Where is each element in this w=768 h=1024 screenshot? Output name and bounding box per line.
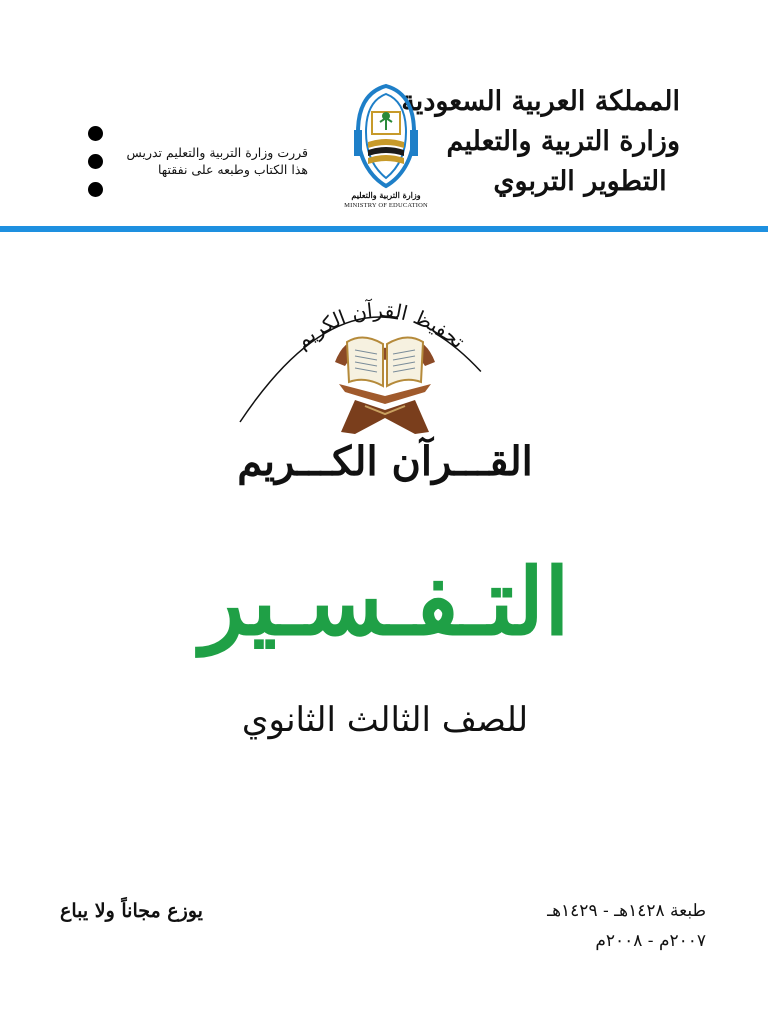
quran-stand-icon [325, 322, 445, 440]
quran-heading: القـــرآن الكـــريم [237, 438, 533, 485]
approval-notice [118, 144, 308, 178]
bullet-dot-icon [88, 126, 103, 141]
kingdom-line: المملكة العربية السعودية [401, 86, 680, 117]
edition-hijri: طبعة ١٤٢٨هـ - ١٤٢٩هـ [547, 901, 706, 921]
notice-line: هذا الكتاب وطبعه على نفقتها [157, 162, 308, 177]
emblem-caption-english: MINISTRY OF EDUCATION [344, 202, 428, 209]
grade-level: للصف الثالث الثانوي [241, 700, 529, 740]
notice-line: قررت وزارة التربية والتعليم تدريس [126, 145, 308, 160]
ministry-line: وزارة التربية والتعليم [446, 126, 680, 157]
bullet-column [88, 126, 106, 210]
edition-info [470, 896, 706, 956]
bullet-dot-icon [88, 154, 103, 169]
header-divider [0, 226, 768, 232]
development-line: التطوير التربوي [493, 166, 667, 197]
book-title: التـفـسـير [200, 548, 570, 656]
emblem-caption-arabic: وزارة التربية والتعليم [351, 190, 421, 200]
kingdom-heading [401, 82, 680, 202]
bullet-dot-icon [88, 182, 103, 197]
free-distribution-note: يوزع مجاناً ولا يباع [60, 900, 203, 922]
arc-text: تحفيظ القرآن الكريم [290, 297, 470, 354]
edition-gregorian: ٢٠٠٧م - ٢٠٠٨م [595, 931, 706, 951]
ministry-emblem-icon [350, 82, 422, 202]
